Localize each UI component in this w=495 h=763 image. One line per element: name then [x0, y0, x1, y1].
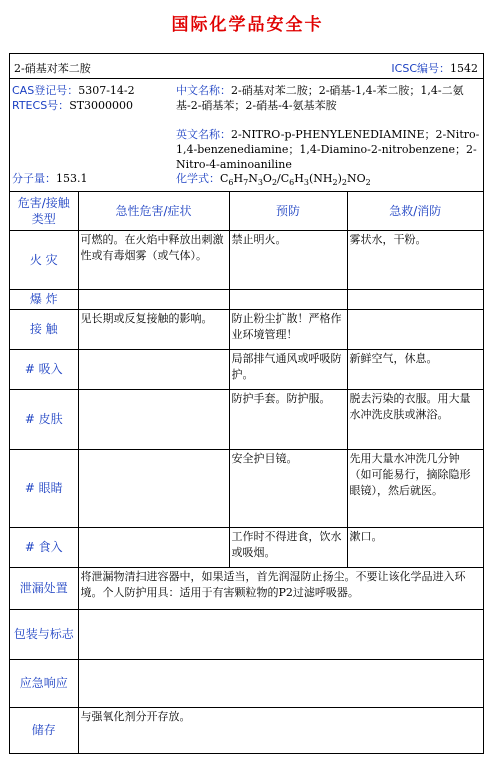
rtecs-number [12, 98, 133, 113]
table-row [10, 527, 483, 567]
fire-prevention: 禁止明火。 [229, 230, 347, 289]
formula-value: $C_6H_7N_3O_2/C_6H_3(NH_2)_2NO_2$ [220, 172, 371, 188]
safety-card [9, 53, 484, 754]
header-type: 危害/接触类型 [10, 192, 78, 230]
row-label-eyes: # 眼睛 [10, 449, 78, 527]
header-first-aid: 急救/消防 [347, 192, 483, 230]
inhalation-prevention: 局部排气通风或呼吸防护。 [229, 349, 347, 389]
icsc-label: ICSC编号： [391, 62, 450, 75]
row-label-fire: 火 灾 [10, 230, 78, 289]
skin-hazard [78, 389, 229, 449]
table-row [10, 230, 483, 289]
table-row [10, 659, 483, 707]
contact-hazard: 见长期或反复接触的影响。 [78, 309, 229, 349]
table-row [10, 349, 483, 389]
table-row [10, 567, 483, 609]
skin-prevention: 防护手套。防护服。 [229, 389, 347, 449]
row-label-inhalation: # 吸入 [10, 349, 78, 389]
chemical-name: 2-硝基对苯二胺 [14, 62, 91, 75]
id-row [10, 54, 483, 79]
english-name [176, 127, 481, 172]
table-row [10, 289, 483, 309]
explosion-aid [347, 289, 483, 309]
storage-text: 与强氧化剂分开存放。 [78, 707, 483, 753]
row-label-packaging: 包装与标志 [10, 609, 78, 659]
en-value: 2-NITRO-p-PHENYLENEDIAMINE；2-Nitro-1,4-benzenediamine；1,4-Diamino-2-nitrobenzene；2-Nitro-4-aminoaniline [176, 128, 480, 171]
molecular-weight [12, 171, 88, 186]
icsc-value: 1542 [450, 62, 478, 75]
row-label-ingestion: # 食入 [10, 527, 78, 567]
row-label-storage: 储存 [10, 707, 78, 753]
explosion-hazard [78, 289, 229, 309]
row-label-contact: 接 触 [10, 309, 78, 349]
cas-value: 5307-14-2 [78, 84, 135, 97]
cas-label: CAS登记号： [12, 84, 79, 97]
fire-aid: 雾状水，干粉。 [347, 230, 483, 289]
rtecs-label: RTECS号： [12, 99, 70, 112]
contact-aid [347, 309, 483, 349]
formula-label: 化学式： [176, 172, 220, 185]
chemical-formula [176, 171, 481, 190]
en-label: 英文名称： [176, 128, 231, 141]
explosion-prevention [229, 289, 347, 309]
packaging-text [78, 609, 483, 659]
eyes-aid: 先用大量水冲洗几分钟（如可能易行，摘除隐形眼镜），然后就医。 [347, 449, 483, 527]
icsc-number [391, 60, 478, 76]
contact-prevention: 防止粉尘扩散！严格作业环境管理！ [229, 309, 347, 349]
row-label-skin: # 皮肤 [10, 389, 78, 449]
cn-value: 2-硝基对苯二胺；2-硝基-1,4-苯二胺；1,4-二氨基-2-硝基苯；2-硝基-4-氨基苯胺 [176, 84, 464, 112]
eyes-prevention: 安全护目镜。 [229, 449, 347, 527]
table-row [10, 707, 483, 753]
mw-value: 153.1 [56, 172, 88, 185]
table-row [10, 389, 483, 449]
eyes-hazard [78, 449, 229, 527]
chinese-name [176, 83, 481, 113]
cn-label: 中文名称： [176, 84, 231, 97]
table-header-row [10, 192, 483, 230]
row-label-spill: 泄漏处置 [10, 567, 78, 609]
table-row [10, 309, 483, 349]
card-title: 国际化学品安全卡 [171, 15, 324, 35]
ingestion-prevention: 工作时不得进食，饮水或吸烟。 [229, 527, 347, 567]
table-row [10, 449, 483, 527]
rtecs-value: ST3000000 [69, 99, 134, 112]
skin-aid: 脱去污染的衣服。用大量水冲洗皮肤或淋浴。 [347, 389, 483, 449]
row-label-emergency: 应急响应 [10, 659, 78, 707]
identification-section [10, 79, 483, 192]
header-prevention: 预防 [229, 192, 347, 230]
row-label-explosion: 爆 炸 [10, 289, 78, 309]
header-hazard: 急性危害/症状 [78, 192, 229, 230]
spill-text: 将泄漏物清扫进容器中，如果适当，首先润湿防止扬尘。不要让该化学品进入环境。个人防护用具：适用于有害颗粒物的P2过滤呼吸器。 [78, 567, 483, 609]
ingestion-aid: 漱口。 [347, 527, 483, 567]
inhalation-hazard [78, 349, 229, 389]
inhalation-aid: 新鲜空气，休息。 [347, 349, 483, 389]
hazard-table [10, 192, 483, 753]
cas-number [12, 83, 135, 98]
fire-hazard: 可燃的。在火焰中释放出刺激性或有毒烟雾（或气体）。 [78, 230, 229, 289]
emergency-text [78, 659, 483, 707]
ingestion-hazard [78, 527, 229, 567]
table-row [10, 609, 483, 659]
mw-label: 分子量： [12, 172, 56, 185]
